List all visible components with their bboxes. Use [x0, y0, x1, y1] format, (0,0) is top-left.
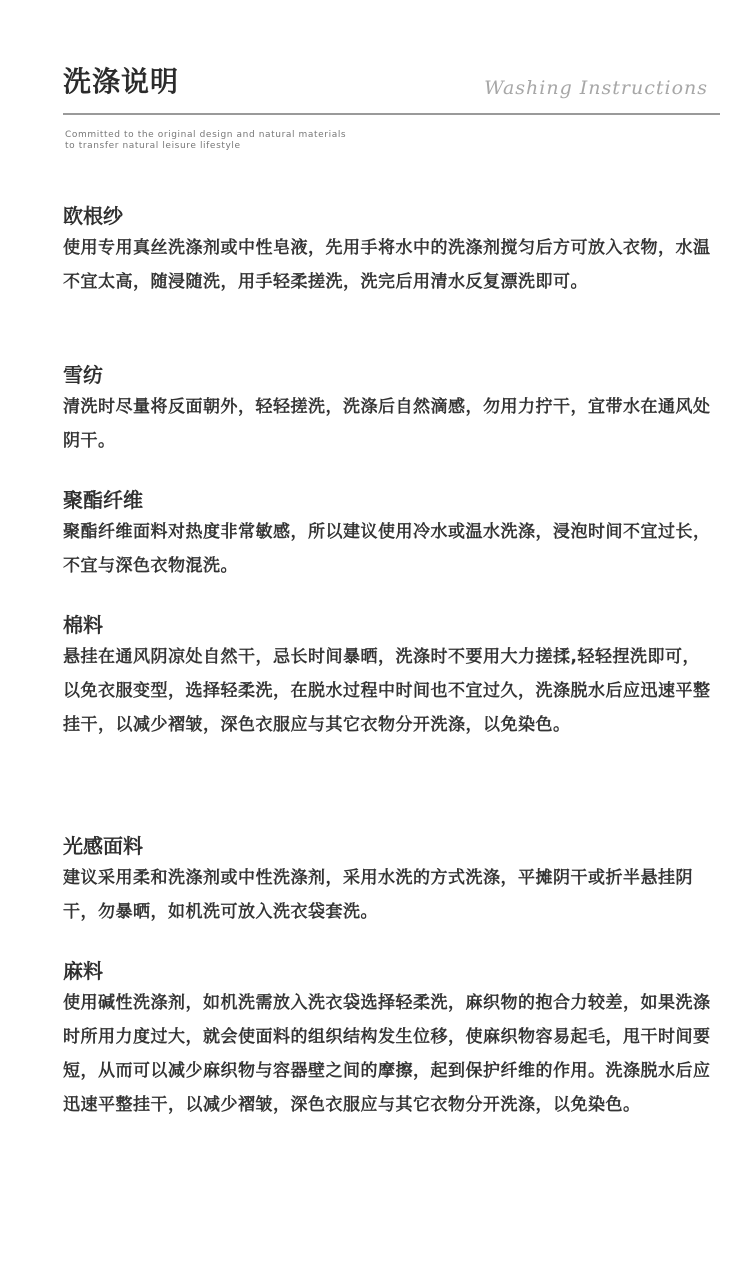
- section-title: 麻料: [63, 959, 103, 983]
- tagline-line-2: to transfer natural leisure lifestyle: [65, 141, 241, 151]
- section-body: 建议采用柔和洗涤剂或中性洗涤剂，采用水洗的方式洗涤，平摊阴干或折半悬挂阴干，勿暴晒，如机洗可放入洗衣袋套洗。: [63, 868, 693, 922]
- section-body: 清洗时尽量将反面朝外，轻轻搓洗，洗涤后自然滴感，勿用力拧干，宜带水在通风处阴干。: [63, 397, 711, 451]
- section-body: 使用碱性洗涤剂，如机洗需放入洗衣袋选择轻柔洗，麻织物的抱合力较差，如果洗涤时所用力度过大，就会使面料的组织结构发生位移，使麻织物容易起毛，甩干时间要短，从而可以减少麻织物与容器壁之间的摩擦，起到保护纤维的作用。洗涤脱水后应迅速平整挂干，以减少褶皱，深色衣服应与其它衣物分开洗涤，以免染色。: [63, 993, 711, 1115]
- page-title: 洗涤说明: [63, 65, 180, 98]
- section-cotton: [63, 610, 713, 742]
- page-title-english: Washing Instructions: [484, 77, 708, 99]
- section-body: 使用专用真丝洗涤剂或中性皂液，先用手将水中的洗涤剂搅匀后方可放入衣物，水温不宜太高，随浸随洗，用手轻柔搓洗，洗完后用清水反复漂洗即可。: [63, 238, 711, 292]
- title-divider: [63, 113, 720, 115]
- section-organza: [63, 201, 713, 299]
- section-light-fabric: [63, 831, 713, 929]
- section-title: 聚酯纤维: [63, 488, 143, 512]
- tagline: [65, 130, 346, 152]
- section-chiffon: [63, 360, 713, 458]
- tagline-line-1: Committed to the original design and natural materials: [65, 130, 347, 140]
- section-body: 聚酯纤维面料对热度非常敏感，所以建议使用冷水或温水洗涤，浸泡时间不宜过长，不宜与深色衣物混洗。: [63, 522, 711, 576]
- section-linen: [63, 956, 713, 1122]
- section-polyester: [63, 485, 713, 583]
- section-body: 悬挂在通风阴凉处自然干，忌长时间暴晒，洗涤时不要用大力搓揉,轻轻捏洗即可，以免衣服变型，选择轻柔洗，在脱水过程中时间也不宜过久，洗涤脱水后应迅速平整挂干，以减少褶皱，深色衣服应与其它衣物分开洗涤，以免染色。: [63, 647, 711, 735]
- section-title: 雪纺: [63, 363, 103, 387]
- section-title: 光感面料: [63, 834, 143, 858]
- section-title: 欧根纱: [63, 204, 123, 228]
- section-title: 棉料: [63, 613, 103, 637]
